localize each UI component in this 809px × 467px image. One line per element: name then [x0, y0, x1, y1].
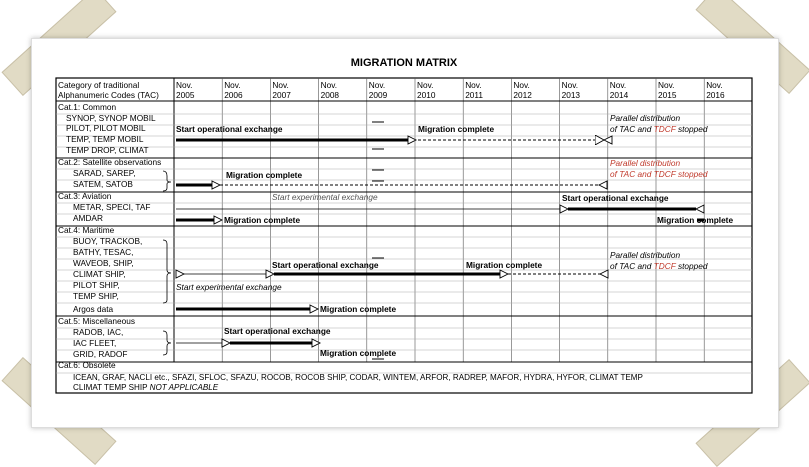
row-argos: Argos data — [73, 304, 114, 314]
cat1-parallel-of: of TAC and — [610, 124, 654, 134]
row-pilot: PILOT, PILOT MOBIL — [66, 123, 146, 133]
row-synop: SYNOP, SYNOP MOBIL — [66, 113, 156, 123]
cat4-parallel-of: of TAC and — [610, 261, 654, 271]
cat5-start-operational: Start operational exchange — [224, 326, 331, 336]
cat2-end-arrowhead — [599, 181, 607, 189]
year-label: 2011 — [465, 90, 484, 100]
row-radob: RADOB, IAC, — [73, 327, 124, 337]
year-month: Nov. — [272, 80, 289, 90]
year-label: 2008 — [320, 90, 340, 100]
year-label: 2012 — [513, 90, 532, 100]
year-label: 2016 — [706, 90, 725, 100]
row-pilot-ship: PILOT SHIP, — [73, 280, 120, 290]
climat-temp-ship: CLIMAT TEMP SHIP — [73, 383, 148, 392]
year-month: Nov. — [561, 80, 579, 90]
cat2-parallel-of: of TAC and — [610, 169, 654, 179]
year-month: Nov. — [706, 80, 723, 90]
year-month: Nov. — [224, 80, 241, 90]
argos-arrowhead — [310, 305, 318, 313]
cat4-parallel-line2 — [610, 261, 708, 271]
cat5-migration-complete: Migration complete — [320, 348, 397, 358]
cat4-exp-arrowhead — [266, 270, 274, 278]
argos-migration-complete: Migration complete — [320, 304, 397, 314]
row-sarad: SARAD, SAREP, — [73, 168, 136, 178]
year-label: 2007 — [272, 90, 291, 100]
cat5-label: Cat.5: Miscellaneous — [58, 316, 136, 326]
cat3-exp-arrowhead — [560, 205, 568, 213]
year-month: Nov. — [176, 80, 193, 90]
cat4-start-experimental: Start experimental exchange — [176, 282, 282, 292]
cat2-stopped: stopped — [675, 169, 708, 179]
cat1-tdcf: TDCF — [653, 124, 676, 134]
row-bathy: BATHY, TESAC, — [73, 247, 134, 257]
year-month: Nov. — [658, 80, 675, 90]
cat2-label: Cat.2: Satellite observations — [58, 157, 162, 167]
cat4-start-arrowhead — [176, 270, 184, 278]
cat4-end-arrowhead — [600, 270, 608, 278]
cat4-arrowhead — [500, 270, 508, 278]
row-temp-drop: TEMP DROP, CLIMAT — [66, 145, 149, 155]
bracket-cat5 — [163, 331, 171, 355]
cat3-label: Cat.3: Aviation — [58, 191, 112, 201]
year-label: 2015 — [658, 90, 677, 100]
amdar-migration-complete: Migration complete — [224, 215, 301, 225]
year-label: 2013 — [561, 90, 581, 100]
cat3-start-operational: Start operational exchange — [562, 193, 669, 203]
page-title: MIGRATION MATRIX — [350, 57, 458, 69]
row-temp: TEMP, TEMP MOBIL — [66, 134, 144, 144]
year-label: 2014 — [609, 90, 629, 100]
cat1-migration-complete: Migration complete — [418, 124, 495, 134]
row-obsolete-list: ICEAN, GRAF, NACLI etc., SFAZI, SFLOC, SFAZU, ROCOB, ROCOB SHIP, CODAR, WINTEM, ARFOR, RADREP, MAFOR, HYDRA, HYFOR, CLIMAT TEMP — [73, 373, 643, 382]
year-label: 2009 — [368, 90, 388, 100]
cat4-label: Cat.4: Maritime — [58, 225, 115, 235]
cat4-start-operational: Start operational exchange — [272, 260, 379, 270]
bracket-cat4 — [163, 240, 171, 303]
row-iac-fleet: IAC FLEET, — [73, 338, 117, 348]
year-header — [176, 80, 725, 100]
annotations — [176, 113, 733, 358]
cat1-start-operational: Start operational exchange — [176, 124, 283, 134]
category-header-line2: Alphanumeric Codes (TAC) — [58, 90, 159, 100]
year-month: Nov. — [368, 80, 386, 90]
row-amdar: AMDAR — [73, 213, 103, 223]
row-waveob: WAVEOB, SHIP, — [73, 258, 134, 268]
cat3-start-experimental: Start experimental exchange — [272, 192, 378, 202]
bracket-cat2 — [163, 171, 171, 191]
category-header-line1: Category of traditional — [58, 80, 140, 90]
cat1-label: Cat.1: Common — [58, 102, 117, 112]
cat1-stopped: stopped — [675, 124, 708, 134]
cat3-end-arrowhead — [696, 205, 704, 213]
cat2-parallel-line2 — [610, 169, 708, 179]
cat5-start-arrowhead — [222, 339, 230, 347]
year-month: Nov. — [417, 80, 434, 90]
cat2-arrowhead — [212, 181, 220, 189]
row-satem: SATEM, SATOB — [73, 179, 133, 189]
cat2-migration-complete: Migration complete — [226, 170, 303, 180]
amdar-arrowhead — [214, 216, 222, 224]
cat4-tdcf: TDCF — [653, 261, 676, 271]
row-temp-ship: TEMP SHIP, — [73, 291, 119, 301]
year-label: 2006 — [224, 90, 243, 100]
cat1-parallel-line1: Parallel distribution — [610, 113, 681, 123]
row-brackets — [163, 171, 171, 355]
row-buoy: BUOY, TRACKOB, — [73, 236, 143, 246]
year-label: 2005 — [176, 90, 195, 100]
year-month: Nov. — [465, 80, 482, 90]
cat1-parallel-line2 — [610, 124, 708, 134]
year-label: 2010 — [417, 90, 436, 100]
cat2-tdcf: TDCF — [653, 169, 676, 179]
row-metar: METAR, SPECI, TAF — [73, 202, 151, 212]
cat2-parallel-line1: Parallel distribution — [610, 158, 681, 168]
cat4-migration-complete: Migration complete — [466, 260, 543, 270]
cat6-label: Cat.6: Obsolete — [58, 360, 116, 370]
row-obsolete-line2 — [73, 383, 219, 392]
row-grid: GRID, RADOF — [73, 349, 128, 359]
row-climat-ship: CLIMAT SHIP, — [73, 269, 126, 279]
not-applicable: NOT APPLICABLE — [149, 383, 219, 392]
cat4-stopped: stopped — [675, 261, 708, 271]
cat4-parallel-line1: Parallel distribution — [610, 250, 681, 260]
year-month: Nov. — [513, 80, 530, 90]
cat3-migration-complete: Migration complete — [657, 215, 734, 225]
year-month: Nov. — [320, 80, 338, 90]
year-month: Nov. — [609, 80, 627, 90]
